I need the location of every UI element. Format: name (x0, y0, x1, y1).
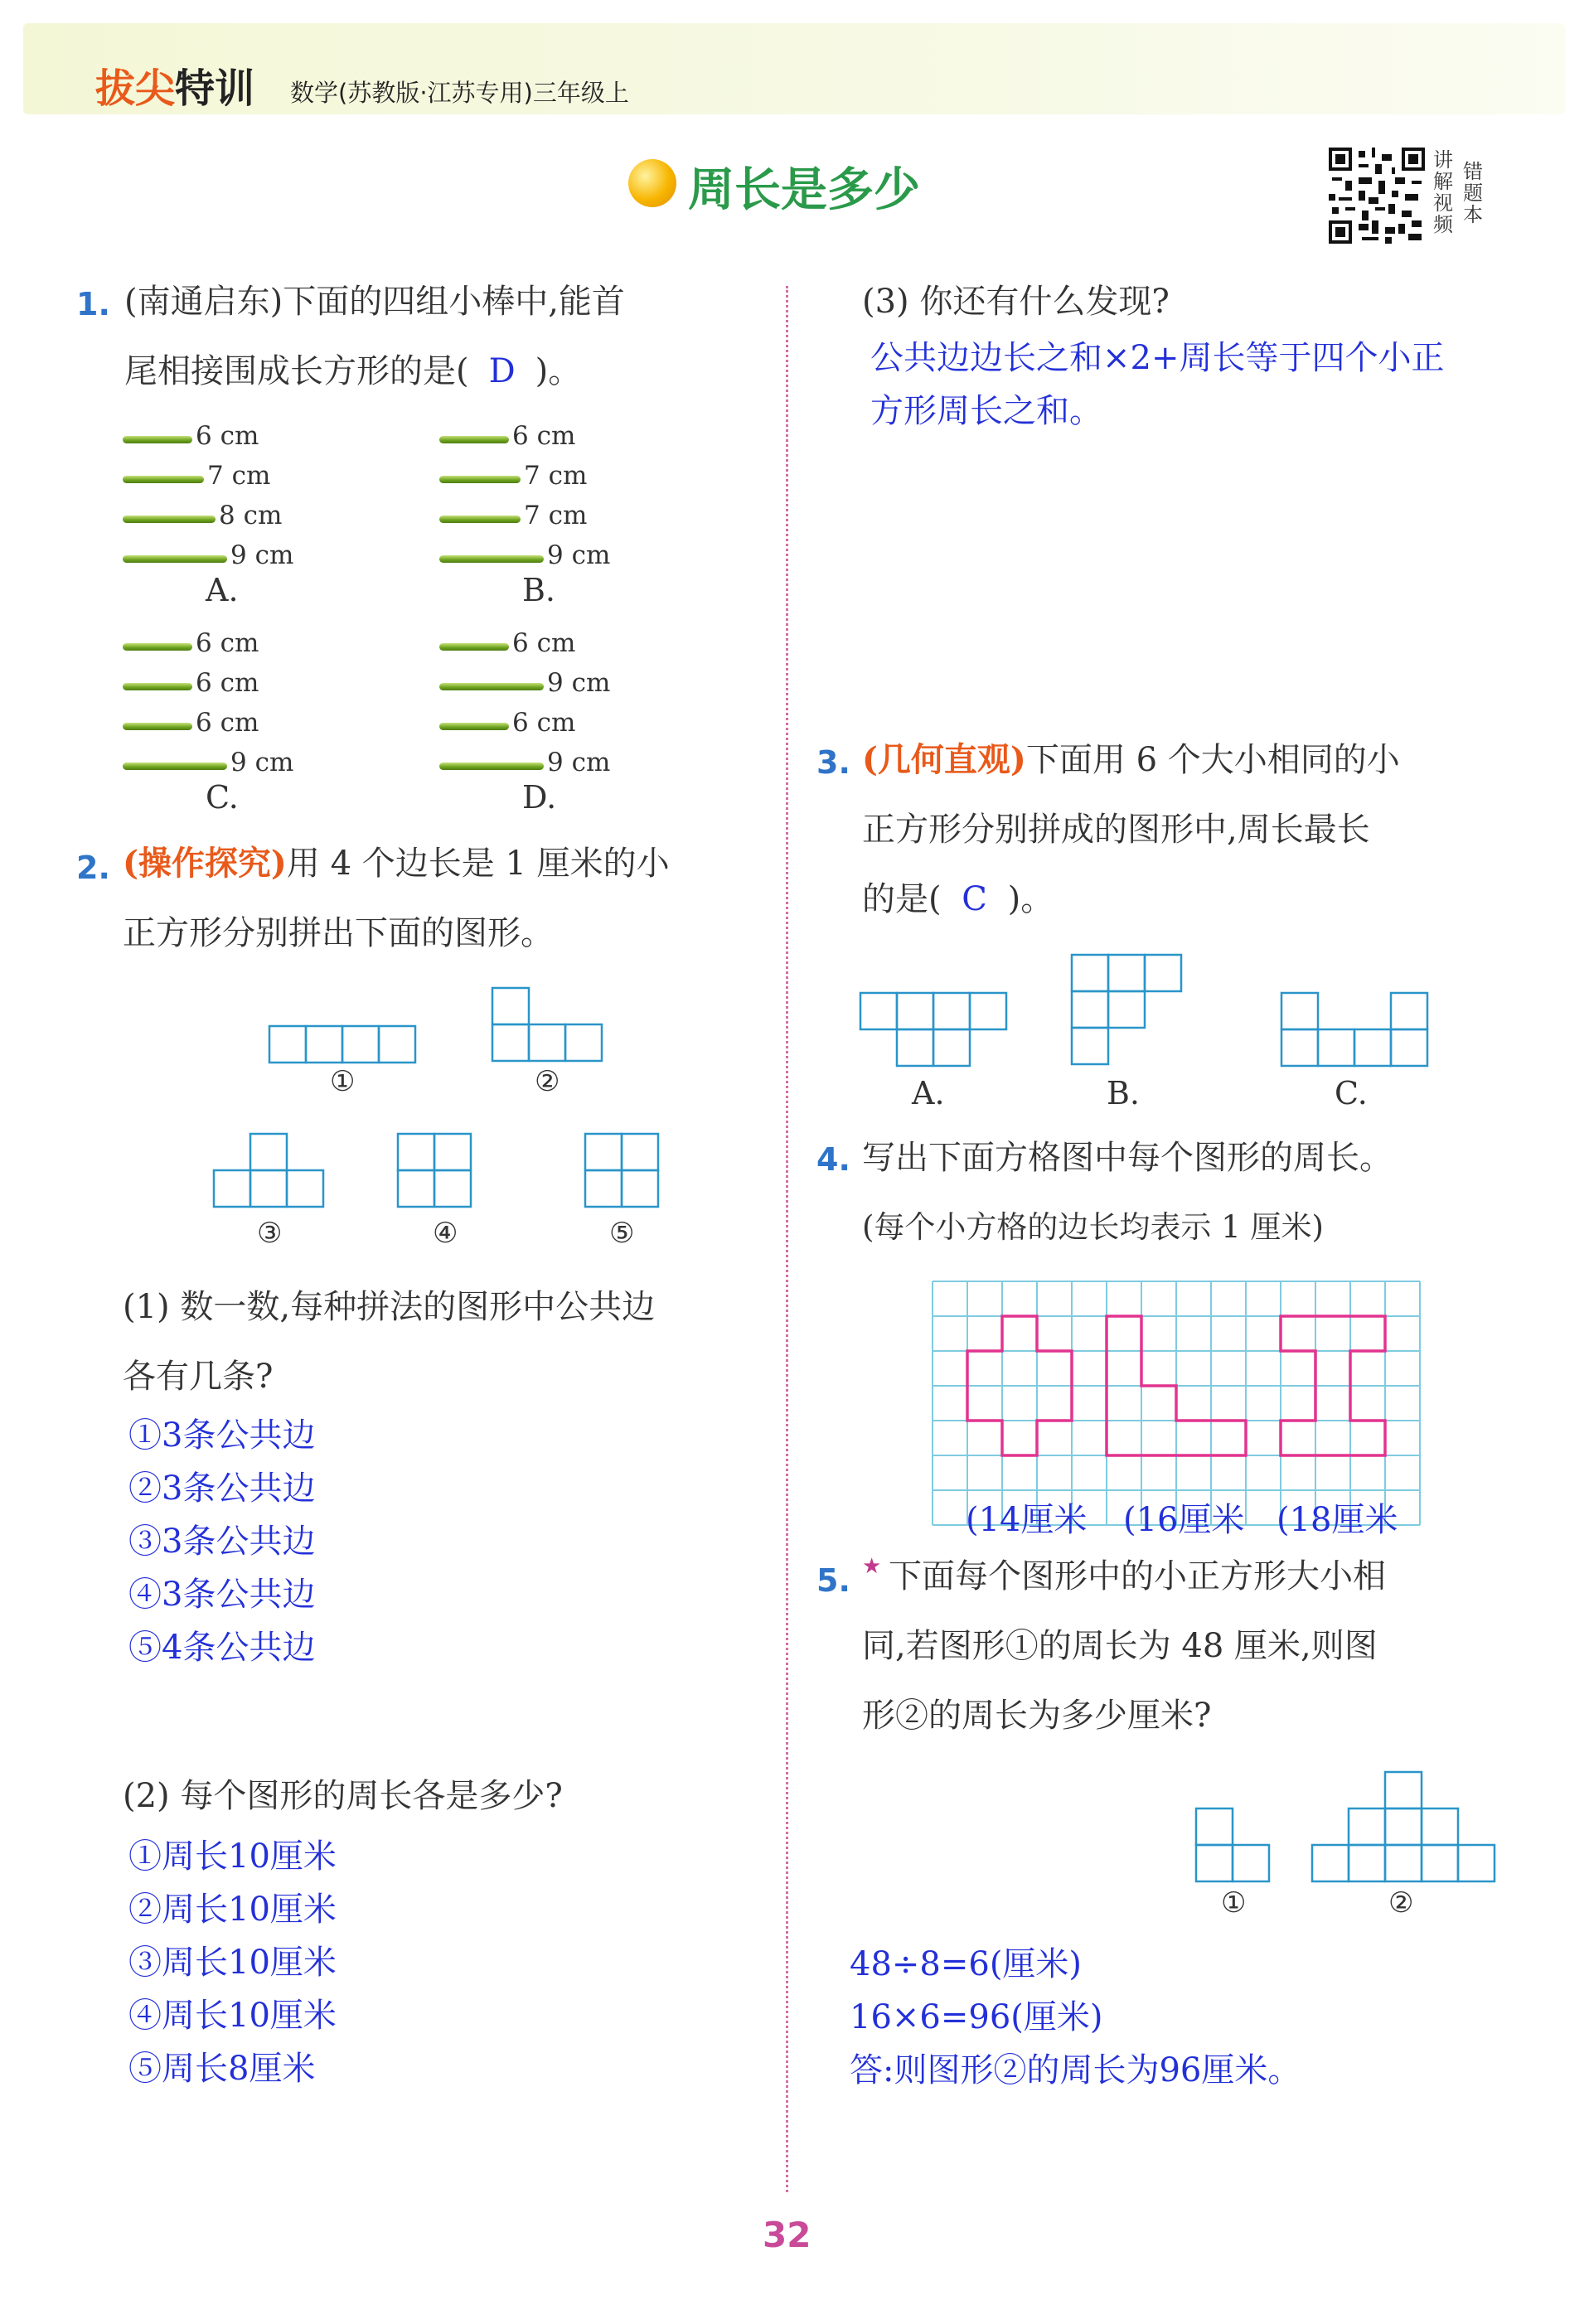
stick-rod (439, 643, 509, 651)
q2-sub2: (2) 每个图形的周长各是多少? (123, 1777, 563, 1815)
q2-sub2-answers (128, 1830, 337, 2095)
q1-option-label: B. (522, 572, 556, 608)
q5-solution (850, 1938, 1301, 2097)
stick-rod (439, 436, 509, 443)
stick-length-label: 6 cm (196, 708, 259, 738)
q4-shape-3 (1281, 1316, 1385, 1455)
stick-rod (439, 763, 544, 770)
q4-shape-1 (967, 1316, 1072, 1455)
stick-length-label: 6 cm (512, 628, 576, 658)
star-icon: ★ (862, 1554, 882, 1579)
q4-answer-2[interactable]: (16厘米 (1123, 1501, 1245, 1539)
q5-figure-1 (1196, 1808, 1269, 1881)
answer-line[interactable]: ①3条公共边 (128, 1416, 316, 1455)
q1-option-label: C. (206, 779, 239, 816)
q2-sub3: (3) 你还有什么发现? (862, 283, 1170, 321)
q3-option-label: A. (912, 1075, 945, 1111)
book-title: 数学(苏教版·江苏专用)三年级上 (290, 79, 629, 107)
stick-length-label: 7 cm (524, 501, 588, 530)
q2-sub3-answer: 公共边边长之和×2+周长等于四个小正 方形周长之和。 (870, 339, 1445, 430)
stick-rod (123, 555, 227, 563)
stick-rod (123, 723, 192, 730)
answer-line[interactable]: ⑤4条公共边 (128, 1629, 316, 1667)
page-title: 周长是多少 (688, 163, 920, 217)
q5-text: 下面每个图形中的小正方形大小相 同,若图形①的周长为 48 厘米,则图 形②的周长为多少厘米? (862, 1557, 1386, 1735)
q2-figure-3 (214, 1134, 323, 1207)
stick-rod (439, 555, 544, 563)
stick-length-label: 9 cm (230, 748, 294, 777)
stick-length-label: 6 cm (196, 421, 259, 451)
stick-rod (123, 683, 192, 690)
q2-sub1-answers (128, 1409, 315, 1674)
q2-figure-4 (398, 1134, 471, 1207)
q3-figure-c (1281, 993, 1427, 1066)
q5-fig-label: ① (1221, 1886, 1247, 1920)
q2-number: 2. (76, 850, 110, 886)
q4-number: 4. (816, 1141, 850, 1178)
q1-number: 1. (76, 286, 110, 322)
stick-rod (123, 643, 192, 651)
stick-length-label: 7 cm (524, 461, 588, 491)
title-bullet-icon (628, 159, 676, 207)
q1-option-label: D. (522, 779, 557, 816)
stick-rod (439, 516, 521, 523)
stick-rod (439, 723, 509, 730)
solution-line[interactable]: 答:则图形②的周长为96厘米。 (850, 2051, 1301, 2089)
answer-line[interactable]: ②3条公共边 (128, 1469, 316, 1508)
q3-answer[interactable]: C (962, 880, 987, 918)
stick-length-label: 6 cm (512, 421, 576, 451)
stick-length-label: 6 cm (196, 628, 259, 658)
stick-length-label: 6 cm (512, 708, 576, 738)
q2-sub1: (1) 数一数,每种拼法的图形中公共边 各有几条? (123, 1288, 656, 1396)
q2-figure-1 (269, 1026, 415, 1063)
solution-line[interactable]: 48÷8=6(厘米) (850, 1945, 1083, 1983)
page-number: 32 (763, 2215, 811, 2255)
q5-number: 5. (816, 1562, 850, 1599)
q2-figure-5 (585, 1134, 658, 1207)
q4-text: 写出下面方格图中每个图形的周长。 (每个小方格的边长均表示 1 厘米) (862, 1139, 1393, 1245)
q2-fig-label: ⑤ (609, 1217, 635, 1250)
q1-option-label: A. (206, 572, 239, 608)
q3-option-label: C. (1335, 1075, 1368, 1111)
stick-length-label: 9 cm (547, 540, 611, 570)
answer-line[interactable]: ⑤周长8厘米 (128, 2050, 316, 2088)
q2-text: (操作探究)用 4 个边长是 1 厘米的小 正方形分别拼出下面的图形。 (123, 844, 670, 952)
stick-length-label: 9 cm (547, 668, 611, 698)
q2-fig-label: ④ (433, 1217, 458, 1250)
q2-fig-label: ① (330, 1065, 356, 1098)
q4-shape-2 (1107, 1316, 1246, 1455)
qr-caption: 讲 解 视 频 (1433, 148, 1453, 236)
answer-line[interactable]: ④周长10厘米 (128, 1997, 337, 2035)
answer-line[interactable]: ③周长10厘米 (128, 1944, 337, 1982)
q5-fig-label: ② (1388, 1886, 1414, 1920)
stick-rod (439, 476, 521, 483)
stick-rod (123, 763, 227, 770)
q5-figure-2 (1312, 1772, 1495, 1881)
q3-option-label: B. (1107, 1075, 1141, 1111)
stick-rod (123, 516, 216, 523)
column-divider (786, 286, 788, 2192)
stick-length-label: 6 cm (196, 668, 259, 698)
answer-line[interactable]: ①周长10厘米 (128, 1837, 337, 1876)
stick-rod (439, 683, 544, 690)
q2-fig-label: ③ (257, 1217, 283, 1250)
brand-logo: 拔尖特训 (95, 65, 255, 112)
answer-line[interactable]: ④3条公共边 (128, 1576, 316, 1614)
q3-text: (几何直观)下面用 6 个大小相同的小 正方形分别拼成的图形中,周长最长 的是( C )。 (862, 725, 1400, 934)
stick-length-label: 7 cm (207, 461, 271, 491)
stick-rod (123, 476, 204, 483)
answer-line[interactable]: ③3条公共边 (128, 1523, 316, 1561)
q2-fig-label: ② (535, 1065, 560, 1098)
q2-figure-2 (492, 988, 602, 1061)
q3-number: 3. (816, 744, 850, 781)
stick-rod (123, 436, 192, 443)
q3-figure-b (1072, 955, 1181, 1064)
qr-code-icon[interactable] (1329, 148, 1425, 244)
q1-text: (南通启东)下面的四组小棒中,能首 尾相接围成长方形的是( D )。 (124, 267, 625, 406)
solution-line[interactable]: 16×6=96(厘米) (850, 1998, 1103, 2036)
q4-answer-1[interactable]: (14厘米 (966, 1501, 1088, 1539)
q3-figure-a (860, 993, 1006, 1066)
stick-length-label: 9 cm (230, 540, 294, 570)
q4-answer-3[interactable]: (18厘米 (1277, 1501, 1398, 1539)
qr-caption: 错 题 本 (1463, 160, 1483, 226)
stick-length-label: 8 cm (219, 501, 283, 530)
q1-answer[interactable]: D (488, 352, 516, 390)
answer-line[interactable]: ②周长10厘米 (128, 1891, 337, 1929)
stick-length-label: 9 cm (547, 748, 611, 777)
